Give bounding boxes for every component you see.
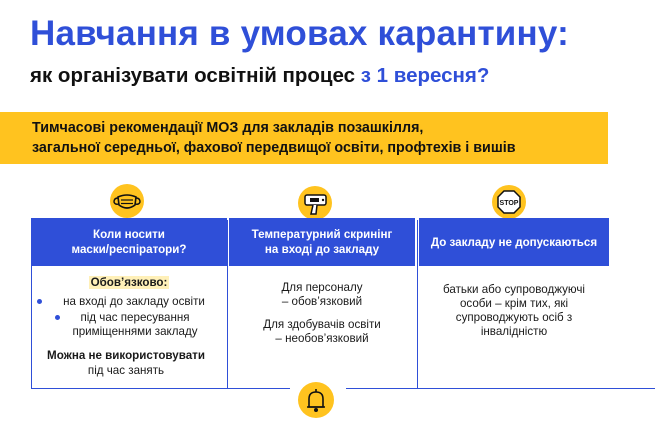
column-divider-3 [417,220,418,388]
not-allowed-heading: До закладу не допускаються [419,218,609,266]
optional-text: під час занять [87,364,165,377]
page-title: Навчання в умовах карантину: [30,14,569,53]
banner-line-1: Тимчасові рекомендації МОЗ для закладів позашкілля, [32,120,424,136]
column-divider-2 [227,220,228,388]
mandatory-label: Обов’язково: [90,276,168,289]
screening-heading-line-1: Температурний скринінг [251,228,393,241]
stop-label: STOP [499,200,519,207]
screening-students: Для здобувачів освіти – необов’язковий [263,318,381,345]
not-allowed-text: батьки або супроводжуючі особи – крім тих, які супроводжують осіб з інвалідністю [443,283,585,338]
subtitle-main: як організувати освітній процес [30,64,356,87]
mask-item-entrance: на вході до закладу освіти [63,295,205,308]
screening-staff: Для персоналу – обов’язковий [281,281,363,308]
screening-heading-line-2: на вході до закладу [264,243,380,256]
bullet-icon [37,299,42,304]
masks-heading-line-2: маски/респіратори? [71,243,187,256]
banner-text [32,118,516,158]
optional-label: Можна не використовувати [47,349,205,362]
masks-heading-line-1: Коли носити [93,228,165,241]
banner-line-2: загальної середньої, фахової передвищої освіти, профтехів і вишів [32,140,516,156]
mask-item-moving: під час пересування приміщеннями закладу [72,311,198,338]
mask-icon [110,184,144,218]
bottom-rule-right [346,388,655,389]
subtitle-accent: з 1 вересня? [360,64,490,87]
bell-icon [298,382,334,418]
bottom-rule-left [31,388,290,389]
thermometer-icon [298,186,332,220]
stop-sign-icon [492,185,526,219]
page-subtitle [30,64,489,88]
masks-heading [31,218,227,266]
screening-heading [229,218,415,266]
